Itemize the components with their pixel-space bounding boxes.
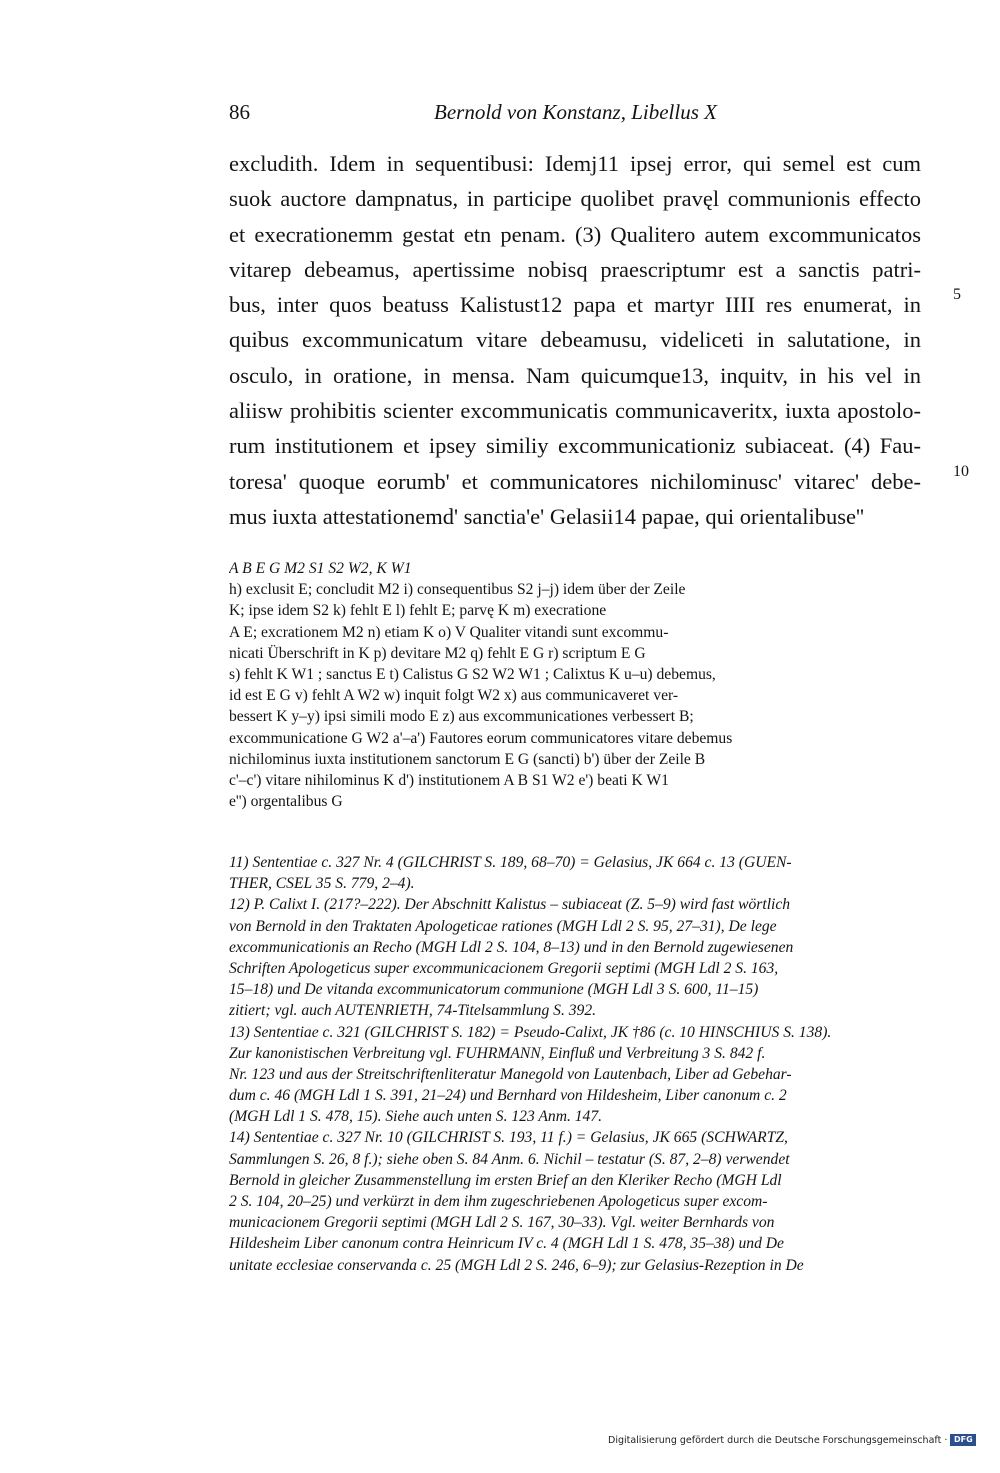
footnote-line: Zur kanonistischen Verbreitung vgl. FUHRMANN, Einfluß und Verbreitung 3 S. 842 f. xyxy=(229,1044,766,1062)
footnote-line: Bernold in gleicher Zusammenstellung im ersten Brief an den Kleriker Recho (MGH Ldl xyxy=(229,1171,782,1189)
footnote-line: 14) Sententiae c. 327 Nr. 10 (GILCHRIST S. 193, 11 f.) = Gelasius, JK 665 (SCHWARTZ, xyxy=(229,1129,788,1147)
text-line: vitarep debeamus, apertissime nobisq praescriptumr est a sanctis patri- xyxy=(229,256,921,282)
footnote-line: 15–18) und De vitanda excommunicatorum communione (MGH Ldl 3 S. 600, 11–15) xyxy=(229,981,759,999)
critical-apparatus xyxy=(229,558,923,812)
apparatus-line: bessert K y–y) ipsi simili modo E z) aus excommunicationes verbessert B; xyxy=(229,708,694,726)
footnote-line: unitate ecclesiae conservanda c. 25 (MGH Ldl 2 S. 246, 6–9); zur Gelasius-Rezeption in De xyxy=(229,1256,804,1274)
text-line: osculo, in oratione, in mensa. Nam quicumque13, inquitv, in his vel in xyxy=(229,362,921,388)
apparatus-line: c'–c') vitare nihilominus K d') institutionem A B S1 W2 e') beati K W1 xyxy=(229,771,669,789)
footnote-line: THER, CSEL 35 S. 779, 2–4). xyxy=(229,875,415,893)
page-header xyxy=(229,100,922,134)
footnote-line: excommunicationis an Recho (MGH Ldl 2 S. 104, 8–13) und in den Bernold zugewiesenen xyxy=(229,938,794,956)
footnote-line: 13) Sententiae c. 321 (GILCHRIST S. 182) = Pseudo-Calixt, JK †86 (c. 10 HINSCHIUS S. 138). xyxy=(229,1023,832,1041)
footnotes xyxy=(229,852,923,1276)
line-number: 10 xyxy=(953,463,969,480)
page-number: 86 xyxy=(229,100,250,124)
text-line: suok auctore dampnatus, in participe quolibet pravęl communionis effecto xyxy=(229,186,921,212)
footnote-line: 2 S. 104, 20–25) und verkürzt in dem ihm zugeschriebenen Apologeticus super excom- xyxy=(229,1193,768,1210)
apparatus-line: A E; excrationem M2 n) etiam K o) V Qualiter vitandi sunt excommu- xyxy=(229,623,669,641)
footnote-line: municacionem Gregorii septimi (MGH Ldl 2 S. 167, 30–33). Vgl. weiter Bernhards von xyxy=(229,1214,775,1232)
text-line: bus, inter quos beatuss Kalistust12 papa et martyr IIII res enumerat, in xyxy=(229,292,921,318)
footnote-line: (MGH Ldl 1 S. 478, 15). Siehe auch unten S. 123 Anm. 147. xyxy=(229,1108,603,1126)
apparatus-line: s) fehlt K W1 ; sanctus E t) Calistus G S2 W2 W1 ; Calixtus K u–u) debemus, xyxy=(229,665,716,683)
credit-text: Digitalisierung gefördert durch die Deutsche Forschungsgemeinschaft · xyxy=(608,1434,948,1446)
footnote-line: 11) Sententiae c. 327 Nr. 4 (GILCHRIST S. 189, 68–70) = Gelasius, JK 664 c. 13 (GUEN- xyxy=(229,854,792,871)
apparatus-line: e'') orgentalibus G xyxy=(229,793,343,811)
text-line: aliisw prohibitis scienter excommunicatis communicaveritx, iuxta apostolo- xyxy=(229,398,921,424)
footnote-line: dum c. 46 (MGH Ldl 1 S. 391, 21–24) und Bernhard von Hildesheim, Liber canonum c. 2 xyxy=(229,1087,787,1105)
text-line: quibus excommunicatum vitare debeamusu, videliceti in salutatione, in xyxy=(229,327,921,353)
apparatus-line: h) exclusit E; concludit M2 i) consequentibus S2 j–j) idem über der Zeile xyxy=(229,581,686,599)
text-line: et execrationemm gestat etn penam. (3) Qualitero autem excommunicatos xyxy=(229,221,921,247)
dfg-logo-icon: DFG xyxy=(950,1434,976,1446)
apparatus-line: nichilominus iuxta institutionem sanctorum E G (sancti) b') über der Zeile B xyxy=(229,750,706,768)
apparatus-line: nicati Überschrift in K p) devitare M2 q) fehlt E G r) scriptum E G xyxy=(229,644,646,662)
text-line: rum institutionem et ipsey similiy excommunicationiz subiaceat. (4) Fau- xyxy=(229,433,921,459)
footnote-line: Hildesheim Liber canonum contra Heinricum IV c. 4 (MGH Ldl 1 S. 478, 35–38) und De xyxy=(229,1235,784,1253)
apparatus-line: excommunicatione G W2 a'–a') Fautores eorum communicatores vitare debemus xyxy=(229,729,733,747)
apparatus-line: K; ipse idem S2 k) fehlt E l) fehlt E; parvę K m) execratione xyxy=(229,602,607,620)
footnote-line: 12) P. Calixt I. (217?–222). Der Abschnitt Kalistus – subiaceat (Z. 5–9) wird fast wörtlich xyxy=(229,896,791,914)
footnote-line: Nr. 123 und aus der Streitschriftenliteratur Manegold von Lautenbach, Liber ad Gebehar- xyxy=(229,1065,792,1083)
apparatus-sigla: A B E G M2 S1 S2 W2, K W1 xyxy=(229,560,412,577)
running-title: Bernold von Konstanz, Libellus X xyxy=(434,100,717,124)
line-number: 5 xyxy=(953,286,961,303)
main-text xyxy=(229,146,921,534)
digitization-credit xyxy=(608,1434,976,1446)
text-line: excludith. Idem in sequentibusi: Idemj11 ipsej error, qui semel est cum xyxy=(229,151,921,176)
footnote-line: zitiert; vgl. auch AUTENRIETH, 74-Titelsammlung S. 392. xyxy=(229,1002,597,1020)
footnote-line: Schriften Apologeticus super excommunicacionem Gregorii septimi (MGH Ldl 2 S. 163, xyxy=(229,959,779,977)
text-line: toresa' quoque eorumb' et communicatores nichilominusc' vitarec' debe- xyxy=(229,468,921,494)
apparatus-line: id est E G v) fehlt A W2 w) inquit folgt W2 x) aus communicaveret ver- xyxy=(229,687,679,705)
footnote-line: Sammlungen S. 26, 8 f.); siehe oben S. 84 Anm. 6. Nichil – testatur (S. 87, 2–8) verwendet xyxy=(229,1150,790,1168)
text-line: mus iuxta attestationemd' sanctia'e' Gelasii14 papae, qui orientalibuse'' xyxy=(229,503,865,529)
footnote-line: von Bernold in den Traktaten Apologeticae rationes (MGH Ldl 2 S. 95, 27–31), De lege xyxy=(229,917,777,935)
